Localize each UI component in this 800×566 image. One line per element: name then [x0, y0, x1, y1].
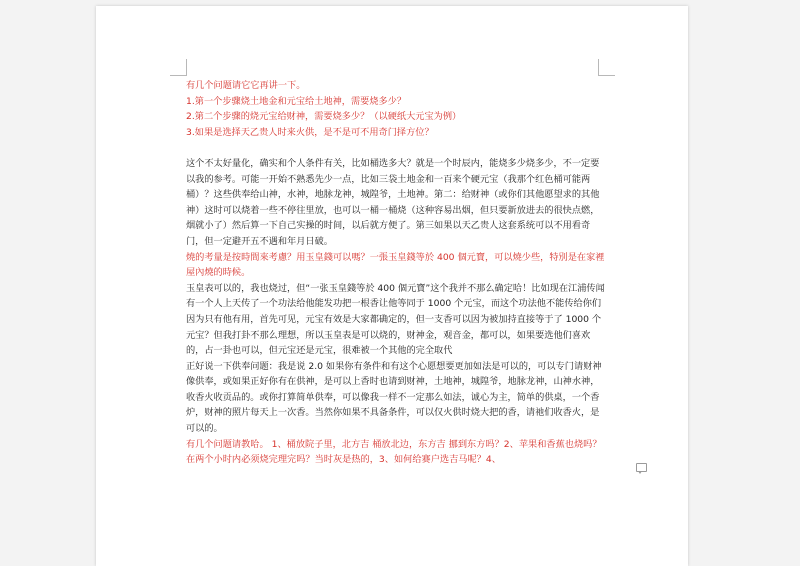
document-page — [96, 6, 688, 566]
answer-paragraph-2: 玉皇表可以的，我也烧过，但“一张玉皇錢等於 400 個元寶”这个我并不那么确定哈！比如现在江浦传闻有一个人上天传了一个功法给他能发功把一根香让他等同于 1000 个元宝，而这个功法他不能传给你们因为只有他有用，首先可见，元宝有效是大家都确定的，但一支香可以因为被加持直接等于了 1000 个元宝？但我打卦不那么理想，所以玉皇表是可以烧的，财神金，观音金，都可以，如果要选他们喜欢的，占一卦也可以，但元宝还是元宝，很难被一个其他的完全取代 — [186, 282, 605, 357]
margin-corner-mark — [170, 59, 187, 76]
question-paragraph-2: 燒的考量是按時間來考慮？用玉皇錢可以嗎？一張玉皇錢等於 400 個元寶，可以燒少些，特別是在家裡屋內燒的時候。 — [186, 251, 605, 279]
comment-icon[interactable] — [636, 463, 647, 472]
answer-paragraph-3: 正好说一下供奉问题：我是说 2.0 如果你有条件和有这个心愿想要更加如法是可以的，可以专门请财神像供奉，或如果正好你有在供神，是可以上香时也请到财神，土地神，城隍爷，地脉龙神，山神水神，收香火收贡品的。或你打算简单供奉，可以像我一样不一定那么如法，诚心为主，简单的供桌，一个香炉，财神的照片每天上一次香。当然你如果不具备条件，可以仅火供时烧大把的香，请祂们收香火，是可以的。 — [186, 360, 602, 435]
question-2: 2.第二个步骤的烧元宝给财神，需要烧多少？（以硬纸大元宝为例） — [186, 111, 462, 123]
document-body[interactable] — [186, 78, 606, 468]
margin-corner-mark — [598, 59, 615, 76]
question-paragraph-3: 有几个问题请教哈。 1、桶放院子里，北方吉 桶放北边，东方吉 挪到东方吗？2、苹果和香蕉也烧吗？在两个小时内必须烧完理完吗？当时灰是热的，3、如何给赛户选吉马呢？4、 — [186, 438, 602, 466]
question-3: 3.如果是选择天乙贵人时来火供，是不是可不用奇门择方位？ — [186, 126, 434, 138]
question-heading: 有几个问题请它它再讲一下。 — [186, 80, 306, 91]
question-list — [186, 78, 606, 140]
question-1: 1.第一个步骤烧土地金和元宝给土地神，需要烧多少？ — [186, 95, 407, 107]
answer-paragraph-1: 这个不太好量化，确实和个人条件有关，比如桶选多大？就是一个时辰内，能烧多少烧多少，不一定要以我的参考。可能一开始不熟悉先少一点，比如三袋土地金和一百来个硬元宝（我那个红色桶可能两桶）？这些供奉给山神，水神，地脉龙神，城隍爷，土地神。第二：给财神（或你们其他愿望求的其他神）这时可以烧着一些不停往里放，也可以一桶一桶烧（这种容易出烟，但只要新放进去的很快点燃，烟就小了）然后算一下自己实操的时间，以后就方便了。第三如果以天乙贵人这套系统可以不用看奇门，但一定避开五不遇和年月日破。 — [186, 157, 600, 247]
